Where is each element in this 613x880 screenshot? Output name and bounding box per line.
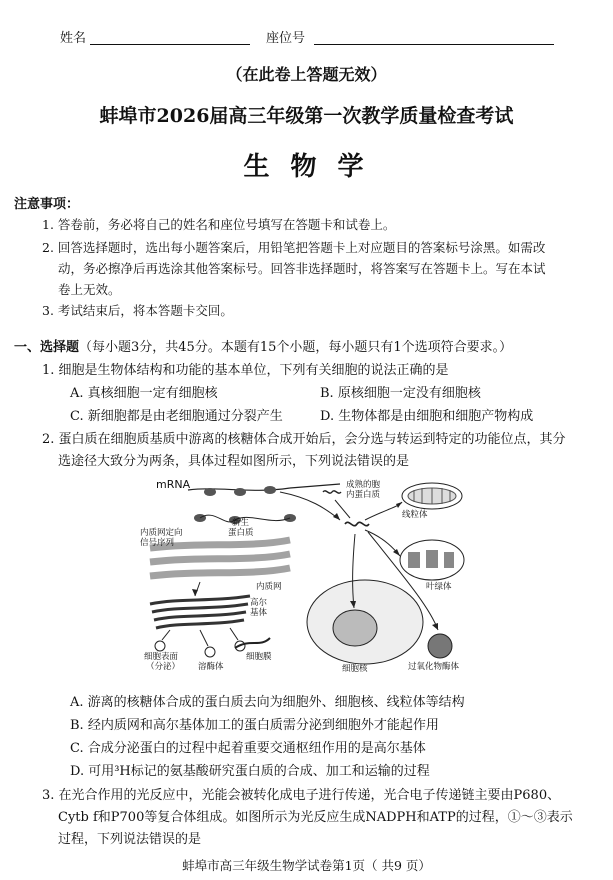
q2-option-a: A. 游离的核糖体合成的蛋白质去向为细胞外、细胞核、线粒体等结构 xyxy=(70,695,465,710)
label-new-protein: 新生 xyxy=(232,518,250,528)
label-golgi-2: 基体 xyxy=(250,608,268,618)
q1-option-a: A. 真核细胞一定有细胞核 xyxy=(70,386,218,401)
label-mrna: mRNA xyxy=(156,478,191,491)
label-cell-surface: 细胞表面 xyxy=(144,652,179,662)
q1-option-d: D. 生物体都是由细胞和细胞产物构成 xyxy=(320,409,534,424)
label-er: 内质网 xyxy=(256,582,282,592)
q1-stem: 1. 细胞是生物体结构和功能的基本单位，下列有关细胞的说法正确的是 xyxy=(42,363,449,378)
label-mitochondria: 线粒体 xyxy=(402,510,428,520)
q3-line1: 3. 在光合作用的光反应中，光能会被转化成电子进行传递，光合电子传递链主要由P680、 xyxy=(42,788,561,803)
label-lysosome: 溶酶体 xyxy=(198,662,224,672)
notice-heading: 注意事项： xyxy=(14,197,80,212)
label-peroxisome: 过氧化物酶体 xyxy=(408,662,460,672)
q1-option-c: C. 新细胞都是由老细胞通过分裂产生 xyxy=(70,409,283,424)
q2-option-b: B. 经内质网和高尔基体加工的蛋白质需分泌到细胞外才能起作用 xyxy=(70,718,439,733)
label-membrane: 细胞膜 xyxy=(246,652,272,662)
label-er-signal-2: 信号序列 xyxy=(140,538,175,548)
notice-item: 卷上无效。 xyxy=(58,282,121,297)
section-heading xyxy=(14,339,512,356)
label-mature-protein-2: 内蛋白质 xyxy=(346,490,381,500)
q2-option-c: C. 合成分泌蛋白的过程中起着重要交通枢纽作用的是高尔基体 xyxy=(70,741,426,756)
exam-title: 蚌埠市2026届高三年级第一次教学质量检查考试 xyxy=(99,105,514,127)
notice-item: 3. 考试结束后，将本答题卡交回。 xyxy=(42,303,233,318)
subject-title: 生 物 学 xyxy=(243,152,370,182)
notice-item: 动，务必擦净后再选涂其他答案标号。回答非选择题时，将答案写在答题卡上。写在本试 xyxy=(58,261,546,276)
section-desc: （每小题3分，共45分。本题有15个小题，每小题只有1个选项符合要求。） xyxy=(79,340,513,355)
label-er-signal: 内质网定向 xyxy=(140,528,183,538)
invalid-note: （在此卷上答题无效） xyxy=(226,65,387,84)
q2-stem-line2: 选途径大致分为两条，具体过程如图所示，下列说法错误的是 xyxy=(58,454,410,469)
name-field[interactable] xyxy=(90,44,250,45)
name-label: 姓名 xyxy=(60,31,87,46)
label-cell-surface-2: （分泌） xyxy=(146,662,181,672)
figure-drawing xyxy=(140,478,470,674)
q3-line3: 过程，下列说法错误的是 xyxy=(58,832,202,847)
notice-item: 2. 回答选择题时，选出每小题答案后，用铅笔把答题卡上对应题目的答案标号涂黑。如需改 xyxy=(42,240,546,255)
section-title: 一、选择题 xyxy=(14,340,80,355)
q2-option-d: D. 可用³H标记的氨基酸研究蛋白质的合成、加工和运输的过程 xyxy=(70,764,430,779)
label-new-protein-2: 蛋白质 xyxy=(228,528,254,538)
protein-sorting-figure xyxy=(140,478,470,674)
label-chloroplast: 叶绿体 xyxy=(426,582,452,592)
seat-field[interactable] xyxy=(314,44,554,45)
q2-stem-line1: 2. 蛋白质在细胞质基质中游离的核糖体合成开始后，会分选与转运到特定的功能位点，其分 xyxy=(42,432,566,447)
seat-label: 座位号 xyxy=(266,31,306,46)
label-mature-protein: 成熟的胞 xyxy=(346,480,381,490)
q3-line2: Cytb f和P700等复合体组成。如图所示为光反应生成NADPH和ATP的过程，①～③表示 xyxy=(58,810,573,825)
notice-item: 1. 答卷前，务必将自己的姓名和座位号填写在答题卡和试卷上。 xyxy=(42,217,396,232)
label-golgi: 高尔 xyxy=(250,598,268,608)
label-nucleus: 细胞核 xyxy=(342,664,368,674)
q1-option-b: B. 原核细胞一定没有细胞核 xyxy=(320,386,481,401)
page-footer: 蚌埠市高三年级生物学试卷第1页（ 共9 页） xyxy=(182,858,431,873)
